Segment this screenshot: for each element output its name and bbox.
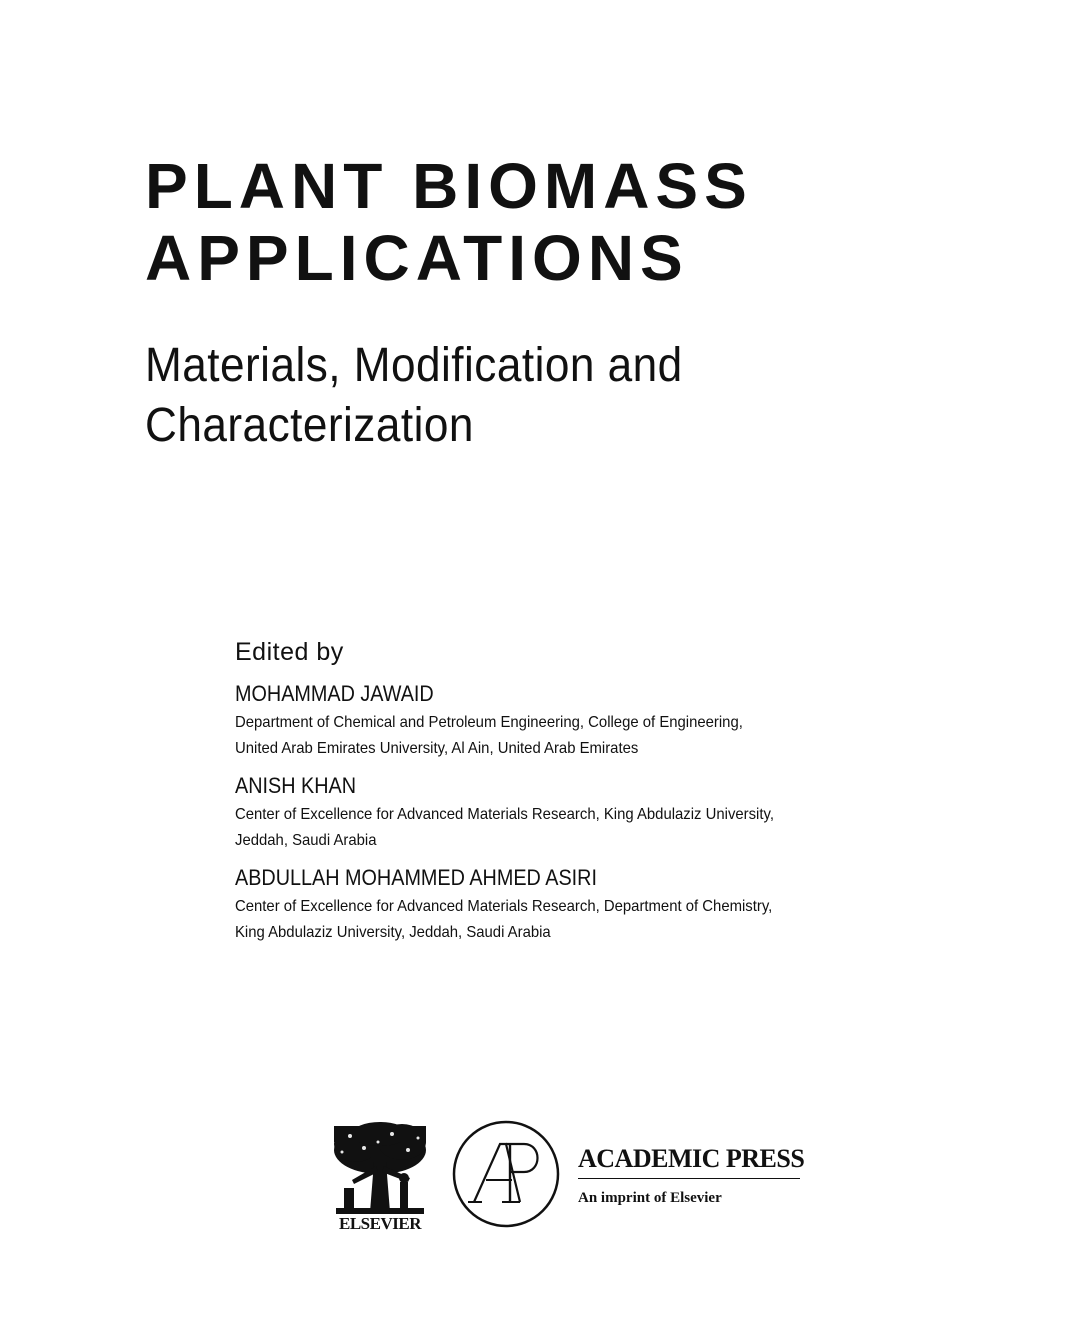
academic-press-name: ACADEMIC PRESS [578, 1144, 800, 1179]
elsevier-wordmark: ELSEVIER [339, 1214, 421, 1233]
editor-affiliation-line: Jeddah, Saudi Arabia [235, 832, 377, 849]
editor-entry [235, 771, 935, 853]
editor-affiliation-line: United Arab Emirates University, Al Ain, United Arab Emirates [235, 740, 639, 757]
editor-name: ABDULLAH MOHAMMED AHMED ASIRI [235, 865, 597, 890]
editor-name: ANISH KHAN [235, 773, 357, 798]
book-title [145, 150, 1025, 294]
book-title-line-1: PLANT BIOMASS [145, 150, 753, 222]
editor-affiliation-line: Center of Excellence for Advanced Materials Research, Department of Chemistry, [235, 898, 773, 915]
editor-affiliation-line: King Abdulaziz University, Jeddah, Saudi Arabia [235, 924, 551, 941]
book-subtitle [145, 336, 955, 456]
academic-press-text [578, 1144, 808, 1209]
editor-affiliation-line: Center of Excellence for Advanced Materials Research, King Abdulaziz University, [235, 806, 774, 823]
edited-by-label: Edited by [235, 638, 344, 666]
editor-entry [235, 863, 935, 945]
academic-press-imprint: An imprint of Elsevier [578, 1190, 722, 1206]
academic-press-ap-icon [450, 1118, 562, 1230]
book-title-line-2: APPLICATIONS [145, 222, 689, 294]
editor-entry [235, 679, 935, 761]
title-block [145, 150, 1025, 456]
editor-name: MOHAMMAD JAWAID [235, 681, 434, 706]
editors-section [235, 635, 935, 955]
book-subtitle-line-1: Materials, Modification and [145, 339, 683, 392]
book-subtitle-line-2: Characterization [145, 399, 474, 452]
editor-affiliation-line: Department of Chemical and Petroleum Engineering, College of Engineering, [235, 714, 743, 731]
publisher-logos [330, 1118, 830, 1238]
